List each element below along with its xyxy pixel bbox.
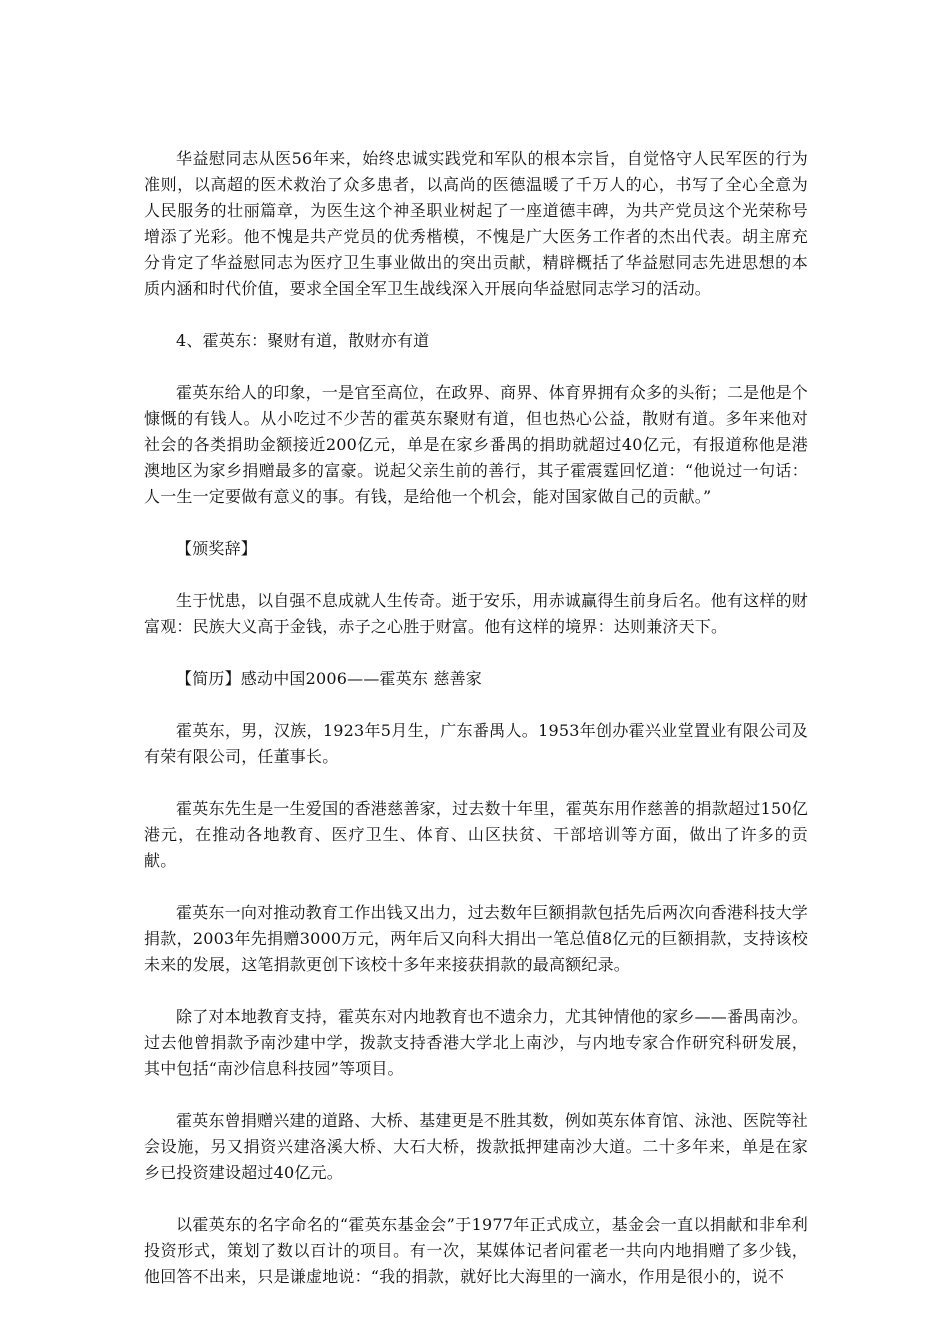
paragraph-bio-basic: 霍英东，男，汉族，1923年5月生，广东番禺人。1953年创办霍兴业堂置业有限公司及有荣有限公司，任董事长。: [144, 721, 808, 766]
paragraph-foundation: 以霍英东的名字命名的“霍英东基金会”于1977年正式成立，基金会一直以捐献和非牟利投资形式，策划了数以百计的项目。有一次，某媒体记者问霍老一共向内地捐赠了多少钱，他回答不出来，只是谦虚地说：“我的捐款，就好比大海里的一滴水，作用是很小的，说不: [144, 1215, 808, 1286]
paragraph-infrastructure: 霍英东曾捐赠兴建的道路、大桥、基建更是不胜其数，例如英东体育馆、泳池、医院等社会设施，另又捐资兴建洛溪大桥、大石大桥，拨款抵押建南沙大道。二十多年来，单是在家乡已投资建设超过40亿元。: [144, 1111, 808, 1182]
paragraph-award-citation: 生于忧患，以自强不息成就人生传奇。逝于安乐，用赤诚赢得生前身后名。他有这样的财富观：民族大义高于金钱，赤子之心胜于财富。他有这样的境界：达则兼济天下。: [144, 591, 808, 636]
paragraph-education-mainland: 除了对本地教育支持，霍英东对内地教育也不遗余力，尤其钟情他的家乡——番禺南沙。过去他曾捐款予南沙建中学，拨款支持香港大学北上南沙，与内地专家合作研究科研发展，其中包括“南沙信息科技园”等项目。: [144, 1007, 808, 1078]
paragraph-hua-yiwei: 华益慰同志从医56年来，始终忠诚实践党和军队的根本宗旨，自觉恪守人民军医的行为准则，以高超的医术救治了众多患者，以高尚的医德温暖了千万人的心，书写了全心全意为人民服务的壮丽篇章，为医生这个神圣职业树起了一座道德丰碑，为共产党员这个光荣称号增添了光彩。他不愧是共产党员的优秀楷模，不愧是广大医务工作者的杰出代表。胡主席充分肯定了华益慰同志为医疗卫生事业做出的突出贡献，精辟概括了华益慰同志先进思想的本质内涵和时代价值，要求全国全军卫生战线深入开展向华益慰同志学习的活动。: [144, 149, 808, 298]
section-heading-huo-yingdong: 4、霍英东：聚财有道，散财亦有道: [176, 331, 430, 350]
document-body: [144, 146, 808, 1316]
paragraph-philanthropy: 霍英东先生是一生爱国的香港慈善家，过去数十年里，霍英东用作慈善的捐款超过150亿港元，在推动各地教育、医疗卫生、体育、山区扶贫、干部培训等方面，做出了许多的贡献。: [144, 799, 808, 870]
heading-biography: 【简历】感动中国2006——霍英东 慈善家: [176, 669, 483, 688]
paragraph-huo-impression: 霍英东给人的印象，一是官至高位，在政界、商界、体育界拥有众多的头衔；二是他是个慷慨的有钱人。从小吃过不少苦的霍英东聚财有道，但也热心公益，散财有道。多年来他对社会的各类捐助金额接近200亿元，单是在家乡番禺的捐助就超过40亿元，有报道称他是港澳地区为家乡捐赠最多的富豪。说起父亲生前的善行，其子霍震霆回忆道：“他说过一句话：人一生一定要做有意义的事。有钱，是给他一个机会，能对国家做自己的贡献。”: [144, 383, 808, 506]
paragraph-education-hk: 霍英东一向对推动教育工作出钱又出力，过去数年巨额捐款包括先后两次向香港科技大学捐款，2003年先捐赠3000万元，两年后又向科大捐出一笔总值8亿元的巨额捐款，支持该校未来的发展，这笔捐款更创下该校十多年来接获捐款的最高额纪录。: [144, 903, 808, 974]
heading-award-citation: 【颁奖辞】: [176, 539, 258, 558]
